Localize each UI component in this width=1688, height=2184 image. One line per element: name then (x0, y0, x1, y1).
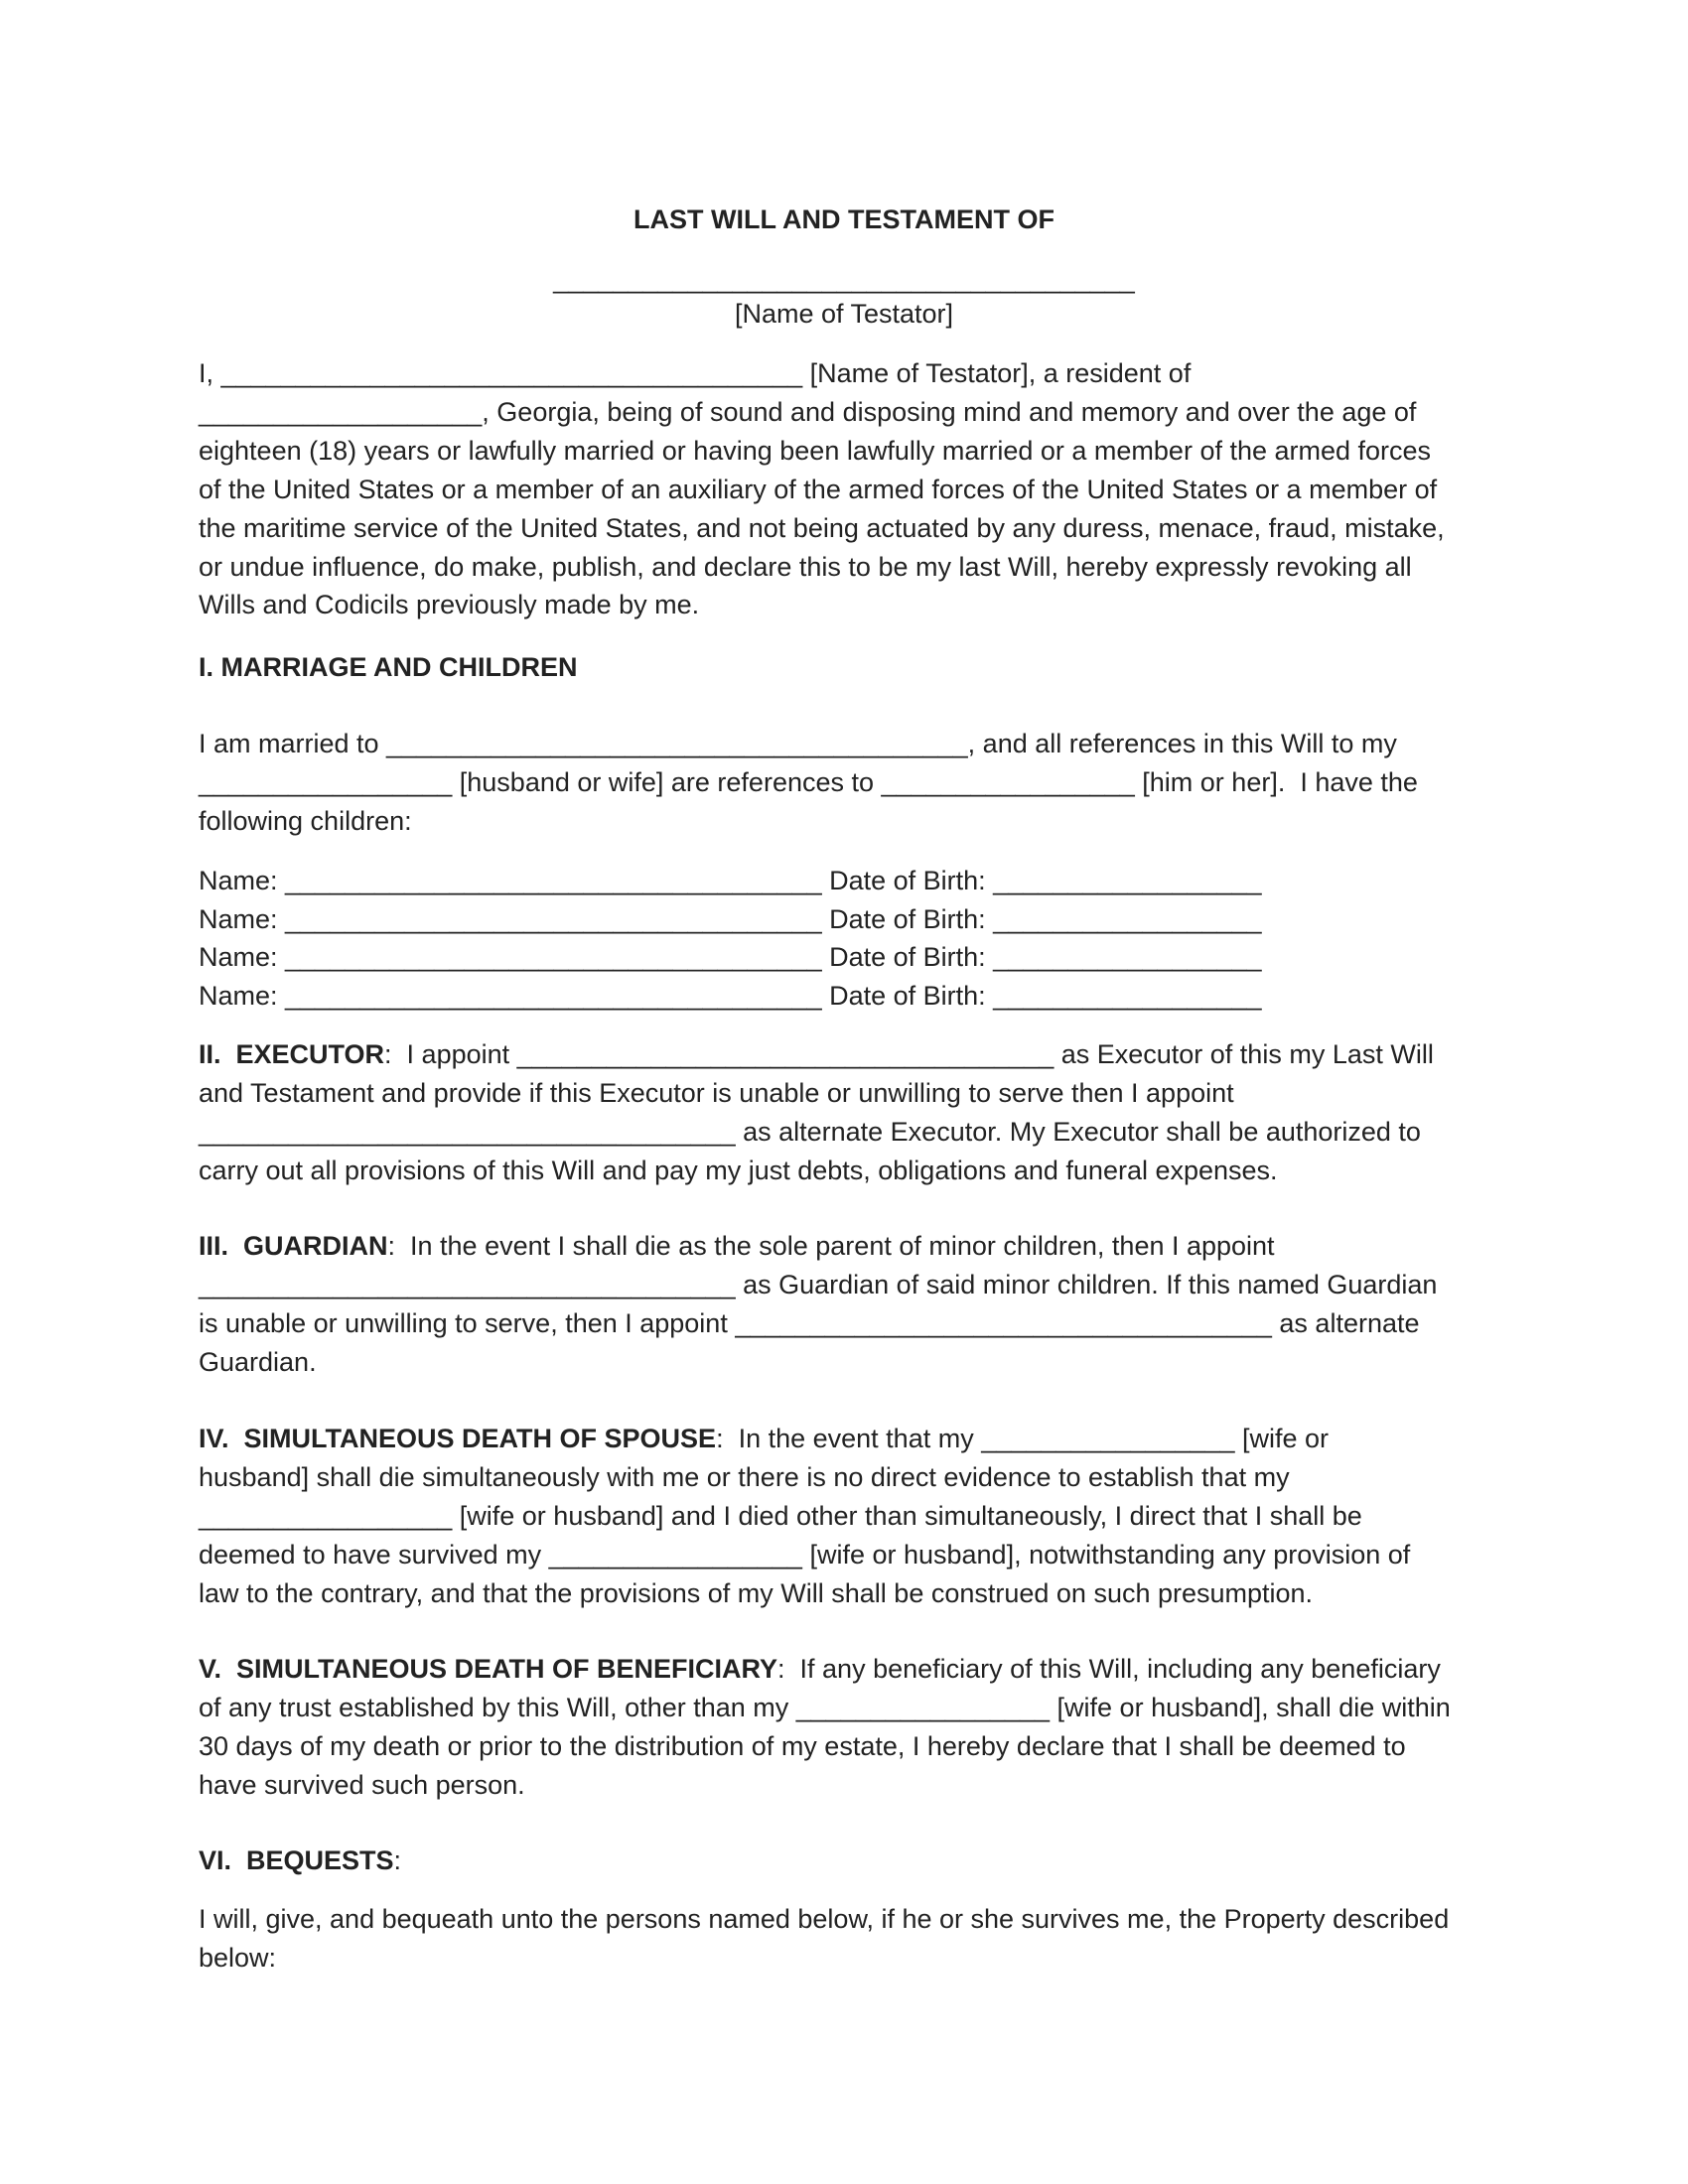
child-entry: Name: ____________________________________ Date of Birth: __________________ (199, 980, 1262, 1011)
beneficiary-death-paragraph (199, 1650, 1499, 1805)
executor-line: carry out all provisions of this Will and pay my just debts, obligations and funeral expenses. (199, 1155, 1278, 1185)
marriage-line: I am married to _______________________________________, and all references in this Will to my (199, 729, 1397, 758)
guardian-line: ____________________________________ as Guardian of said minor children. If this named Guardian (199, 1269, 1438, 1299)
marriage-line: _________________ [husband or wife] are references to _________________ [him or her]. I have the (199, 766, 1418, 797)
bequests-line: I will, give, and bequeath unto the persons named below, if he or she survives me, the Property described (199, 1904, 1450, 1934)
spouse-death-line: law to the contrary, and that the provisions of my Will shall be construed on such presumption. (199, 1577, 1314, 1608)
intro-line: I, _______________________________________ [Name of Testator], a resident of (199, 358, 1192, 388)
intro-line: eighteen (18) years or lawfully married or having been lawfully married or a member of the armed forces (199, 435, 1432, 466)
testator-name-blank: _______________________________________ (553, 264, 1135, 294)
executor-first-line-text: : I appoint ____________________________________ as Executor of this my Last Will (384, 1039, 1434, 1069)
intro-line: ___________________, Georgia, being of sound and disposing mind and memory and over the age of (199, 396, 1417, 427)
beneficiary-death-line: have survived such person. (199, 1769, 525, 1800)
intro-line: the maritime service of the United States, and not being actuated by any duress, menace, fraud, mistake, (199, 512, 1445, 543)
child-entry: Name: ____________________________________ Date of Birth: __________________ (199, 903, 1262, 934)
marriage-line: following children: (199, 805, 412, 836)
beneficiary-death-line: 30 days of my death or prior to the distribution of my estate, I hereby declare that I shall be deemed to (199, 1730, 1406, 1761)
testator-name-caption: [Name of Testator] (734, 299, 954, 329)
guardian-first-line (199, 1227, 1499, 1266)
executor-line: ____________________________________ as alternate Executor. My Executor shall be authorized to (199, 1116, 1421, 1147)
beneficiary-death-first-line (199, 1650, 1499, 1689)
spouse-death-line: husband] shall die simultaneously with me or there is no direct evidence to establish that my (199, 1461, 1290, 1492)
bequests-heading-line (199, 1842, 1499, 1880)
spouse-death-line: _________________ [wife or husband] and I died other than simultaneously, I direct that I shall be (199, 1500, 1362, 1531)
executor-line: and Testament and provide if this Executor is unable or unwilling to serve then I appoint (199, 1077, 1234, 1108)
beneficiary-death-first-line-text: : If any beneficiary of this Will, including any beneficiary (777, 1654, 1441, 1684)
beneficiary-death-line: of any trust established by this Will, other than my _________________ [wife or husband], shall die within (199, 1692, 1451, 1722)
section-bequests-heading: VI. BEQUESTS (199, 1845, 394, 1875)
bequests-line: below: (199, 1942, 277, 1973)
child-entry: Name: ____________________________________ Date of Birth: __________________ (199, 942, 1262, 972)
guardian-paragraph (199, 1227, 1499, 1382)
spouse-death-first-line (199, 1420, 1499, 1458)
section-marriage-heading: I. MARRIAGE AND CHILDREN (199, 652, 578, 682)
bequests-heading-suffix: : (393, 1845, 402, 1875)
section-executor-heading: II. EXECUTOR (199, 1039, 385, 1069)
intro-line: Wills and Codicils previously made by me. (199, 590, 700, 620)
executor-first-line (199, 1035, 1499, 1074)
child-entry: Name: ____________________________________ Date of Birth: __________________ (199, 866, 1262, 895)
bequests-paragraph (199, 1900, 1499, 1978)
spouse-death-line: deemed to have survived my _________________ [wife or husband], notwithstanding any provision of (199, 1539, 1411, 1570)
intro-line: or undue influence, do make, publish, and declare this to be my last Will, hereby expressly revoking all (199, 551, 1412, 582)
guardian-line: is unable or unwilling to serve, then I appoint ____________________________________ as alternate (199, 1307, 1420, 1338)
spouse-death-paragraph (199, 1420, 1499, 1613)
intro-paragraph (199, 354, 1499, 624)
marriage-paragraph (199, 725, 1499, 841)
guardian-line: Guardian. (199, 1346, 317, 1377)
guardian-first-line-text: : In the event I shall die as the sole parent of minor children, then I appoint (387, 1231, 1275, 1261)
children-list (199, 862, 1261, 1015)
section-beneficiary-death-heading: V. SIMULTANEOUS DEATH OF BENEFICIARY (199, 1654, 778, 1684)
document-title: LAST WILL AND TESTAMENT OF (633, 205, 1055, 234)
section-spouse-death-heading: IV. SIMULTANEOUS DEATH OF SPOUSE (199, 1424, 717, 1453)
intro-line: of the United States or a member of an auxiliary of the armed forces of the United States or a member of (199, 474, 1438, 504)
executor-paragraph (199, 1035, 1499, 1190)
section-guardian-heading: III. GUARDIAN (199, 1231, 388, 1261)
spouse-death-first-line-text: : In the event that my _________________ [wife or (716, 1424, 1330, 1453)
